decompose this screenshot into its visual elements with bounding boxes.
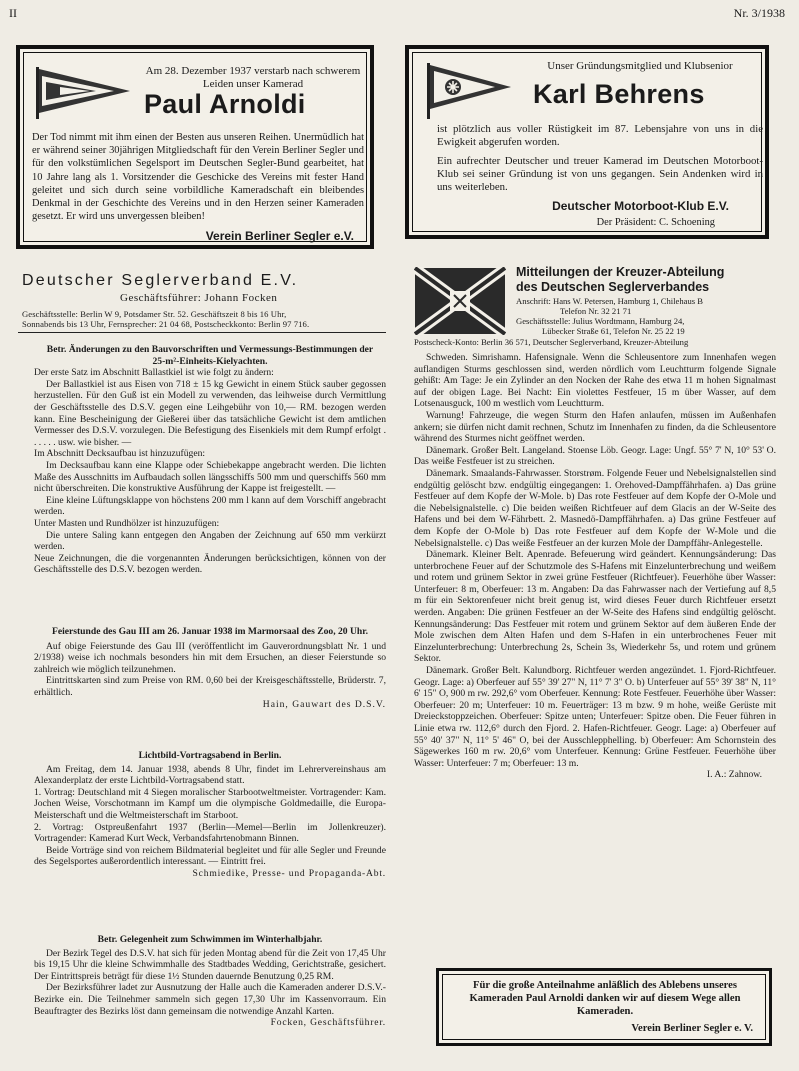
paragraph: Der Bezirksführer ladet zur Ausnutzung der Halle auch die Kameraden anderer D.S.V.-Bezirke ein. Die Teilnehmer sammeln sich gegen 17,30 Uhr im Kassenvorraum. Ein Beauftragter des Bezirks löst dann gemeinsam die notwendige Anzahl Karten.: [34, 982, 386, 1017]
section-heading: Lichtbild-Vortragsabend in Berlin.: [138, 750, 282, 761]
paragraph: Auf obige Feierstunde des Gau III (veröffentlicht im Gauverordnungsblatt Nr. 1 und 2/1938) weise ich nochmals besonders hin mit dem Ersuchen, an dieser Feierstunde so zahlreich wie möglich teilzunehmen.: [34, 640, 386, 675]
signature: Focken, Geschäftsführer.: [270, 1017, 386, 1029]
paragraph: Eintrittskarten sind zum Preise von RM. 0,60 bei der Kreisgeschäftsstelle, Brüderstr. 7, erhältlich.: [34, 675, 386, 698]
dsv-section-lichtbild: [34, 750, 386, 880]
obituary-body-2b: Ein aufrechter Deutscher und treuer Kamerad im Deutschen Motorboot-Klub sei seiner Gründung ist von uns gegangen. Sein Andenken wird in uns weiterleben.: [437, 155, 763, 194]
kreuzer-title-1: Mitteilungen der Kreuzer-Abteilung: [516, 265, 725, 279]
paragraph: Im Decksaufbau kann eine Klappe oder Schiebekappe angebracht werden. Die lichten Maße des Ausschnitts im Aufbaudach sollen längsschiffs 500 mm und querschiffs 560 mm nicht überschreiten. Die konstruktive Ausführung der Kappe ist freigestellt. —: [34, 459, 386, 495]
divider: [18, 332, 386, 333]
notice-kalundborg: Dänemark. Großer Belt. Kalundborg. Richtfeuer werden angezündet. 1. Fjord-Richtfeuer. Geogr. Lage: a) Oberfeuer auf 55° 39' 27" N, 11° 7' 3" O. b) Unterfeuer auf 55° 39' 38" N, 11° 6' 15" O, 900 m rw. 292,6° vom Oberfeuer. Kennung: Rote Festfeuer. Feuerhöhe über Wasser: Oberfeuer: 20 m; Unterfeuer: 10 m. Feuerträger: 13 m bzw. 9 m hohe, weiße Gerüste mit Dreieckstoppzeichen. Oberfeuer: Spitze unten; Unterfeuer: Spitze oben. Die Feuer führen in Linie etwa rw. 112,6° durch den Fjord. 2. Hafen-Richtfeuer. Geogr. Lage: a) Oberfeuer auf 55° 40' 37" N, 11° 5' 46" O, bei der Ausschlepphelling. b) Oberfeuer: Am Schornstein des Sägewerkes 160 m rw. 20,6° vom Unterfeuer. Kennung: Grüne Festfeuer. Feuerhöhe über Wasser: Unterfeuer: 7 m; Oberfeuer: 13 m.: [414, 665, 776, 769]
issue-number: Nr. 3/1938: [733, 6, 785, 20]
kreuzer-address-1: Anschrift: Hans W. Petersen, Hamburg 1, Chilehaus B: [516, 296, 703, 306]
obituary-lead-2: Unser Gründungsmitglied und Klubsenior: [547, 60, 733, 72]
dsv-contact-2: Sonnabends bis 13 Uhr, Fernsprecher: 21 04 68, Postscheckkonto: Berlin 97 716.: [22, 319, 310, 329]
section-heading: Betr. Änderungen zu den Bauvorschriften und Vermessungs-Bestimmungen der 25-m²-Einheits-Kielyachten.: [46, 344, 374, 367]
kreuzer-postcheck: Postscheck-Konto: Berlin 36 571, Deutscher Seglerverband, Kreuzer-Abteilung: [414, 337, 689, 347]
obituary-box-arnoldi: [16, 45, 374, 249]
page-number: II: [9, 6, 17, 20]
signature: Hain, Gauwart des D.S.V.: [262, 698, 386, 710]
notice-apenrade: Dänemark. Kleiner Belt. Apenrade. Befeuerung wird geändert. Kennungsänderung: Das unterbrochene Feuer auf der Schutzmole des S-Hafens mit Einzelunterbrechung und weißem und rotem und grünem Sektor in zwei grüne Festfeuer (Richtfeuer). Feuerhöhe über Wasser: Unterfeuer: 8 m, Oberfeuer: 13 m. Angaben: Da das Fahrwasser nach der Vertiefung auf 8,5 m für ein Sektorenfeuer nicht breit genug ist, wird dieses Feuer durch Richtfeuer ersetzt werden. Angaben: Die grünen Festfeuer an der W-Seite des Hafens sind endgültig gelöscht. Kennungsänderung: Das Festfeuer mit rotem und grünem Sektor auf dem äußeren Ende der Mole zwischen dem Alten Hafen und dem S-Hafen in ein unterbrochenes Feuer mit Einzelunterbrechung: Unterbrechung 2s, Schein 3s, Wiederkehr 5s, und rotem und grünem Sektor.: [414, 549, 776, 665]
obituary-name-2: Karl Behrens: [533, 79, 705, 109]
thanks-box: [436, 968, 772, 1046]
paragraph: Am Freitag, dem 14. Januar 1938, abends 8 Uhr, findet im Lehrervereinshaus am Alexanderplatz der erste Lichtbild-Vortragsabend statt.: [34, 763, 386, 787]
signature: I. A.: Zahnow.: [706, 769, 762, 781]
obituary-name: Paul Arnoldi: [144, 89, 306, 119]
kreuzer-title-2: des Deutschen Seglerverbandes: [516, 280, 710, 294]
paragraph: Unter Masten und Rundhölzer ist hinzuzufügen:: [34, 517, 220, 529]
paragraph: Eine kleine Lüftungsklappe von höchstens 200 mm l kann auf dem Vorschiff angebracht werden.: [34, 494, 386, 518]
obituary-body-2a: ist plötzlich aus voller Rüstigkeit im 87. Lebensjahre von uns in die Ewigkeit abgerufen worden.: [437, 123, 763, 149]
section-heading: Feierstunde des Gau III am 26. Januar 1938 im Marmorsaal des Zoo, 20 Uhr.: [51, 626, 369, 637]
dsv-manager: Geschäftsführer: Johann Focken: [120, 292, 278, 304]
section-heading: Betr. Gelegenheit zum Schwimmen im Winterhalbjahr.: [97, 934, 323, 945]
paragraph: Neue Zeichnungen, die die vorgenannten Änderungen berücksichtigen, können von der Geschäftsstelle des D.S.V. bezogen werden.: [34, 552, 386, 576]
obituary-body: Der Tod nimmt mit ihm einen der Besten aus unseren Reihen. Unermüdlich hat er während seiner 30jährigen Mitgliedschaft für den Verein Berliner Segler und für den volkstümlichen Segelsport im Deutschen Segler-Bund gearbeitet, hat 10 Jahre lang als 1. Vorsitzender die Geschicke des Vereins mit fester Hand geleitet und sich durch seine vorbildliche Kameradschaft ein bleibendes Denkmal in der Geschichte des Vereins und in den Herzen seiner Kameraden gesetzt. Er wird uns unvergessen bleiben!: [32, 132, 364, 223]
paragraph: Der Ballastkiel ist aus Eisen von 718 ± 15 kg Gewicht in einem Stück sauber gegossen herzustellen. Für den Guß ist ein Modell zu verwenden, das leihweise durch Vermittlung der Geschäftsstelle des D.S.V. gegen eine Leihgebühr von 10,— RM. bezogen werden kann. Eine Bescheinigung der Gießerei über das tatsächliche Gewicht ist dem amtlichen Vermesser des D.S.V. vorzulegen. Die Befestigung des Eisenkiels mit dem Rumpf erfolgt . . . . . . usw. wie bisher. —: [34, 378, 386, 448]
paragraph: 2. Vortrag: Ostpreußenfahrt 1937 (Berlin—Memel—Berlin im Jollenkreuzer). Vortragender: Kamerad Kurt Weck, Verbandsfahrtenobmann Binnen.: [34, 821, 386, 845]
notice-storstrom: Dänemark. Smaalands-Fahrwasser. Storstrøm. Folgende Feuer und Nebelsignalstellen sind endgültig gelöscht bzw. endgültig eingegangen: 1. Orehoved-Dampffährhafen. a) Das grüne Festfeuer auf dem Kopfe der W-Mole. b) Das rote Festfeuer auf dem Kopfe der O-Mole und die Nebelsignalstelle. c) Die beiden weißen Richtfeuer auf dem Glacis an der W-Seite des Hafens und bei dem W-Fährbett. 2. Masnedö-Dampffährhafen. a) Das grüne Festfeuer auf dem Kopfe der O-Mole b) Das rote Festfeuer auf dem Kopfe der W-Mole und die Nebelsignalstelle. c) Das weiße Festfeuer an der kurzen Mole der Dampffähr-Anlegestelle.: [414, 467, 776, 549]
notice-warnung: Warnung! Fahrzeuge, die wegen Sturm den Hafen anlaufen, müssen im Außenhafen ankern; sie dürfen nicht damit rechnen, Schutz im Innenhafen zu finden, da die Schleusentore während des Sturmes nicht geöffnet werden.: [414, 409, 776, 445]
motorboat-club-burgee-icon: [425, 61, 515, 119]
paragraph: Der erste Satz im Abschnitt Ballastkiel ist wie folgt zu ändern:: [34, 367, 274, 379]
thanks-text: Für die große Anteilnahme anläßlich des Ablebens unseres Kameraden Paul Arnoldi danken wir auf diesem Wege allen Kameraden.: [469, 980, 741, 1017]
dsv-title: Deutscher Seglerverband E.V.: [22, 272, 299, 289]
obituary-signature: Verein Berliner Segler e.V.: [205, 229, 354, 243]
paragraph: Die untere Saling kann entgegen den Angaben der Zeichnung auf 650 mm verkürzt werden.: [34, 529, 386, 553]
paragraph: 1. Vortrag: Deutschland mit 4 Siegen moralischer Starbootweltmeister. Vortragender: Kam. Jochen Weise, Vorschotmann im Kampf um die olympische Goldmedaille, die Europa-Meisterschaft und die Weltmeisterschaft im Starboot.: [34, 786, 386, 821]
dsv-section-feierstunde: [34, 626, 386, 710]
thanks-signature: Verein Berliner Segler e. V.: [631, 1023, 753, 1034]
dsv-section-bauvorschriften: [34, 344, 386, 576]
obituary-lead: Am 28. Dezember 1937 verstarb nach schwerem Leiden unser Kamerad: [145, 65, 361, 90]
signature: Schmiedike, Presse- und Propaganda-Abt.: [192, 867, 386, 879]
paragraph: Der Bezirk Tegel des D.S.V. hat sich für jeden Montag abend für die Zeit von 17,45 Uhr bis 19,15 Uhr die kleine Schwimmhalle des Stadtbades Wedding, Gerichtstraße, gesichert. Der Eintrittspreis beträgt für diese 1½ Stunden dauernde Benutzung 0,25 RM.: [34, 947, 386, 982]
kreuzer-address-3: Geschäftsstelle: Julius Wordtmann, Hamburg 24,: [516, 316, 685, 326]
kreuzer-notices: [414, 352, 776, 781]
kreuzer-address-2: Telefon Nr. 32 21 71: [560, 306, 632, 316]
club-burgee-icon: [34, 63, 134, 119]
cruiser-division-flag-icon: [414, 267, 506, 335]
notice-langeland: Dänemark. Großer Belt. Langeland. Stoense Löb. Geogr. Lage: Ungf. 55° 7' N, 10° 53' O. Das weiße Festfeuer ist zu streichen.: [414, 444, 776, 468]
paragraph: Im Abschnitt Decksaufbau ist hinzuzufügen:: [34, 448, 206, 460]
notice-simrishamn: Schweden. Simrishamn. Hafensignale. Wenn die Schleusentore zum Innenhafen wegen auflandigen Sturms geschlossen sind, werden nördlich vom Leuchtturm folgende Signale gehißt: Am Tage: Je ein Zylinder an den Nocken der Rahe des etwa 11 m hohen Signalmast auf der obigen Lage. Bei Nacht: Ein violettes Festfeuer, 15 m über Wasser, auf dem Lotsenausguck, 100 m westlich vom Leuchtturm.: [414, 352, 776, 410]
paragraph: Beide Vorträge sind von reichem Bildmaterial begleitet und für alle Segler und Freunde des Segelsportes außerordentlich interessant. — Eintritt frei.: [34, 844, 386, 868]
kreuzer-address-4: Lübecker Straße 61, Telefon Nr. 25 22 19: [542, 326, 685, 336]
obituary-president: Der Präsident: C. Schoening: [596, 217, 715, 228]
obituary-box-behrens: [405, 45, 769, 239]
dsv-contact-1: Geschäftsstelle: Berlin W 9, Potsdamer Str. 52. Geschäftszeit 8 bis 16 Uhr,: [22, 309, 287, 319]
obituary-signature-2: Deutscher Motorboot-Klub E.V.: [552, 199, 729, 213]
dsv-section-schwimmen: [34, 934, 386, 1029]
